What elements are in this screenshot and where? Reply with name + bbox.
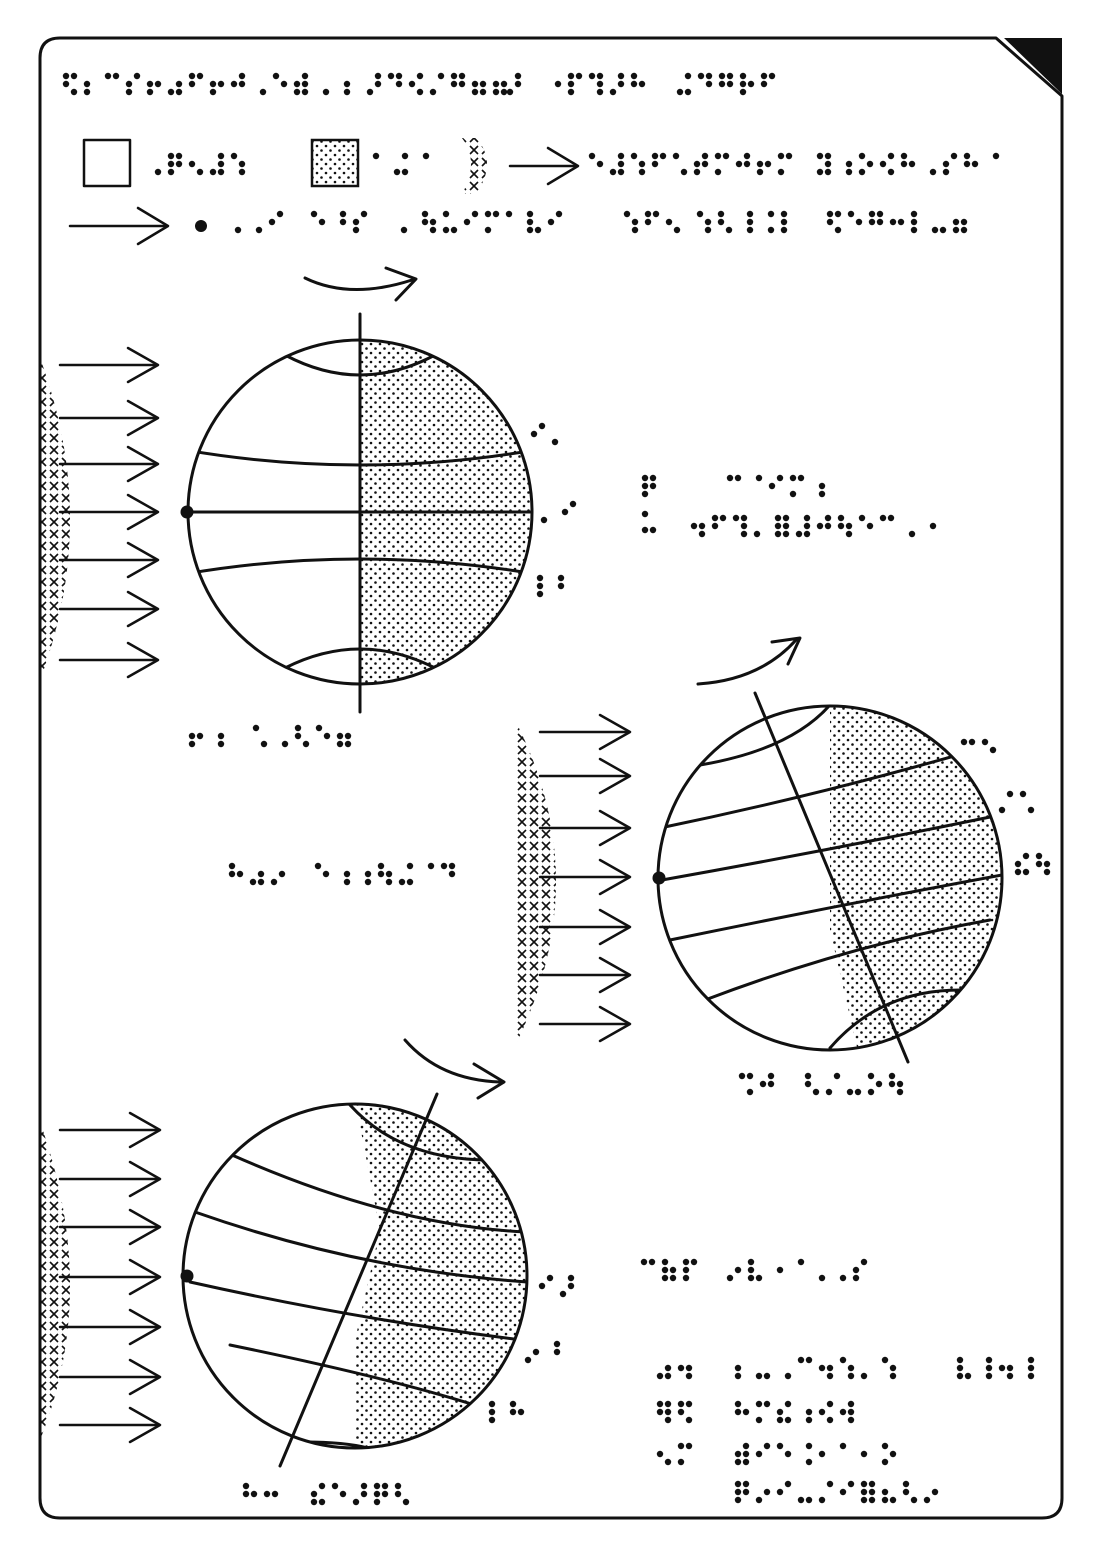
braille-key-2b — [735, 1401, 854, 1423]
braille-key-3b — [735, 1443, 896, 1465]
braille-key-1b — [735, 1357, 896, 1379]
braille-key-1 — [657, 1365, 692, 1379]
legend — [70, 138, 578, 244]
sun-rays-1 — [60, 348, 158, 677]
braille-ray-5 — [827, 211, 967, 233]
braille-mid-1 — [229, 863, 285, 885]
globe-3 — [40, 1040, 540, 1466]
braille-legend-sun-2 — [817, 153, 999, 175]
braille-title-3 — [507, 73, 521, 95]
braille-g3-s — [489, 1401, 524, 1423]
braille-g1-cap-1 — [189, 733, 224, 747]
braille-key-1c — [957, 1357, 1034, 1379]
braille-key-2 — [657, 1401, 692, 1423]
braille-legend-sun-1 — [589, 153, 792, 175]
braille-legend-day — [155, 153, 245, 175]
rotation-arrow-2 — [698, 640, 796, 684]
globe-2 — [516, 638, 1010, 1062]
rotation-arrow-3 — [405, 1040, 500, 1082]
braille-legend-night — [373, 153, 429, 175]
braille-key-3 — [657, 1443, 692, 1465]
braille-title-5 — [677, 73, 775, 95]
legend-arrow-icon — [510, 148, 578, 184]
braille-label-c — [642, 511, 656, 533]
braille-g2-n — [961, 739, 996, 753]
sun-3 — [40, 1122, 70, 1440]
braille-ray-4 — [697, 211, 787, 233]
legend-day-swatch — [84, 140, 130, 186]
braille-ray-2 — [401, 211, 562, 233]
braille-g2-s — [1015, 853, 1050, 875]
braille-title-1 — [63, 73, 350, 95]
braille-g1-s — [537, 575, 564, 597]
braille-title-4 — [555, 73, 645, 95]
braille-g1-eq — [541, 501, 576, 523]
braille-g2-eq — [999, 791, 1034, 813]
braille-g3-n — [539, 1275, 574, 1297]
sun-1 — [40, 358, 70, 680]
braille-g3-cap-2 — [311, 1483, 409, 1505]
braille-lower-2 — [727, 1259, 867, 1281]
legend-night-swatch — [312, 140, 358, 186]
sun-rays-2 — [540, 715, 630, 1041]
braille-g1-cap-2 — [253, 725, 351, 747]
braille-ray-3 — [624, 211, 680, 233]
rotation-arrow-1 — [305, 278, 412, 290]
braille-g2-cap-2 — [805, 1073, 903, 1095]
sun-rays-3 — [60, 1113, 160, 1442]
braille-g3-eq — [525, 1341, 560, 1363]
braille-g3-cap-1 — [243, 1483, 278, 1497]
braille-g2-cap-1 — [739, 1073, 774, 1095]
braille-label-d — [691, 515, 936, 537]
sun-2 — [516, 722, 556, 1044]
braille-mid-2 — [315, 863, 455, 885]
braille-g1-n — [531, 423, 558, 445]
braille-label-a — [642, 475, 656, 497]
globe-1 — [40, 268, 535, 712]
braille-key-4 — [735, 1481, 938, 1503]
sun-point-3 — [181, 1270, 194, 1283]
legend-sunlight-swatch — [462, 138, 487, 194]
braille-title-2 — [367, 73, 507, 95]
legend-ray-icon — [70, 208, 207, 244]
sun-point-1 — [181, 506, 194, 519]
braille-label-b — [727, 475, 825, 497]
braille-lower-1 — [641, 1259, 697, 1281]
corner-marker — [1004, 38, 1062, 94]
sun-point-2 — [653, 872, 666, 885]
braille-ray-1 — [235, 211, 367, 233]
